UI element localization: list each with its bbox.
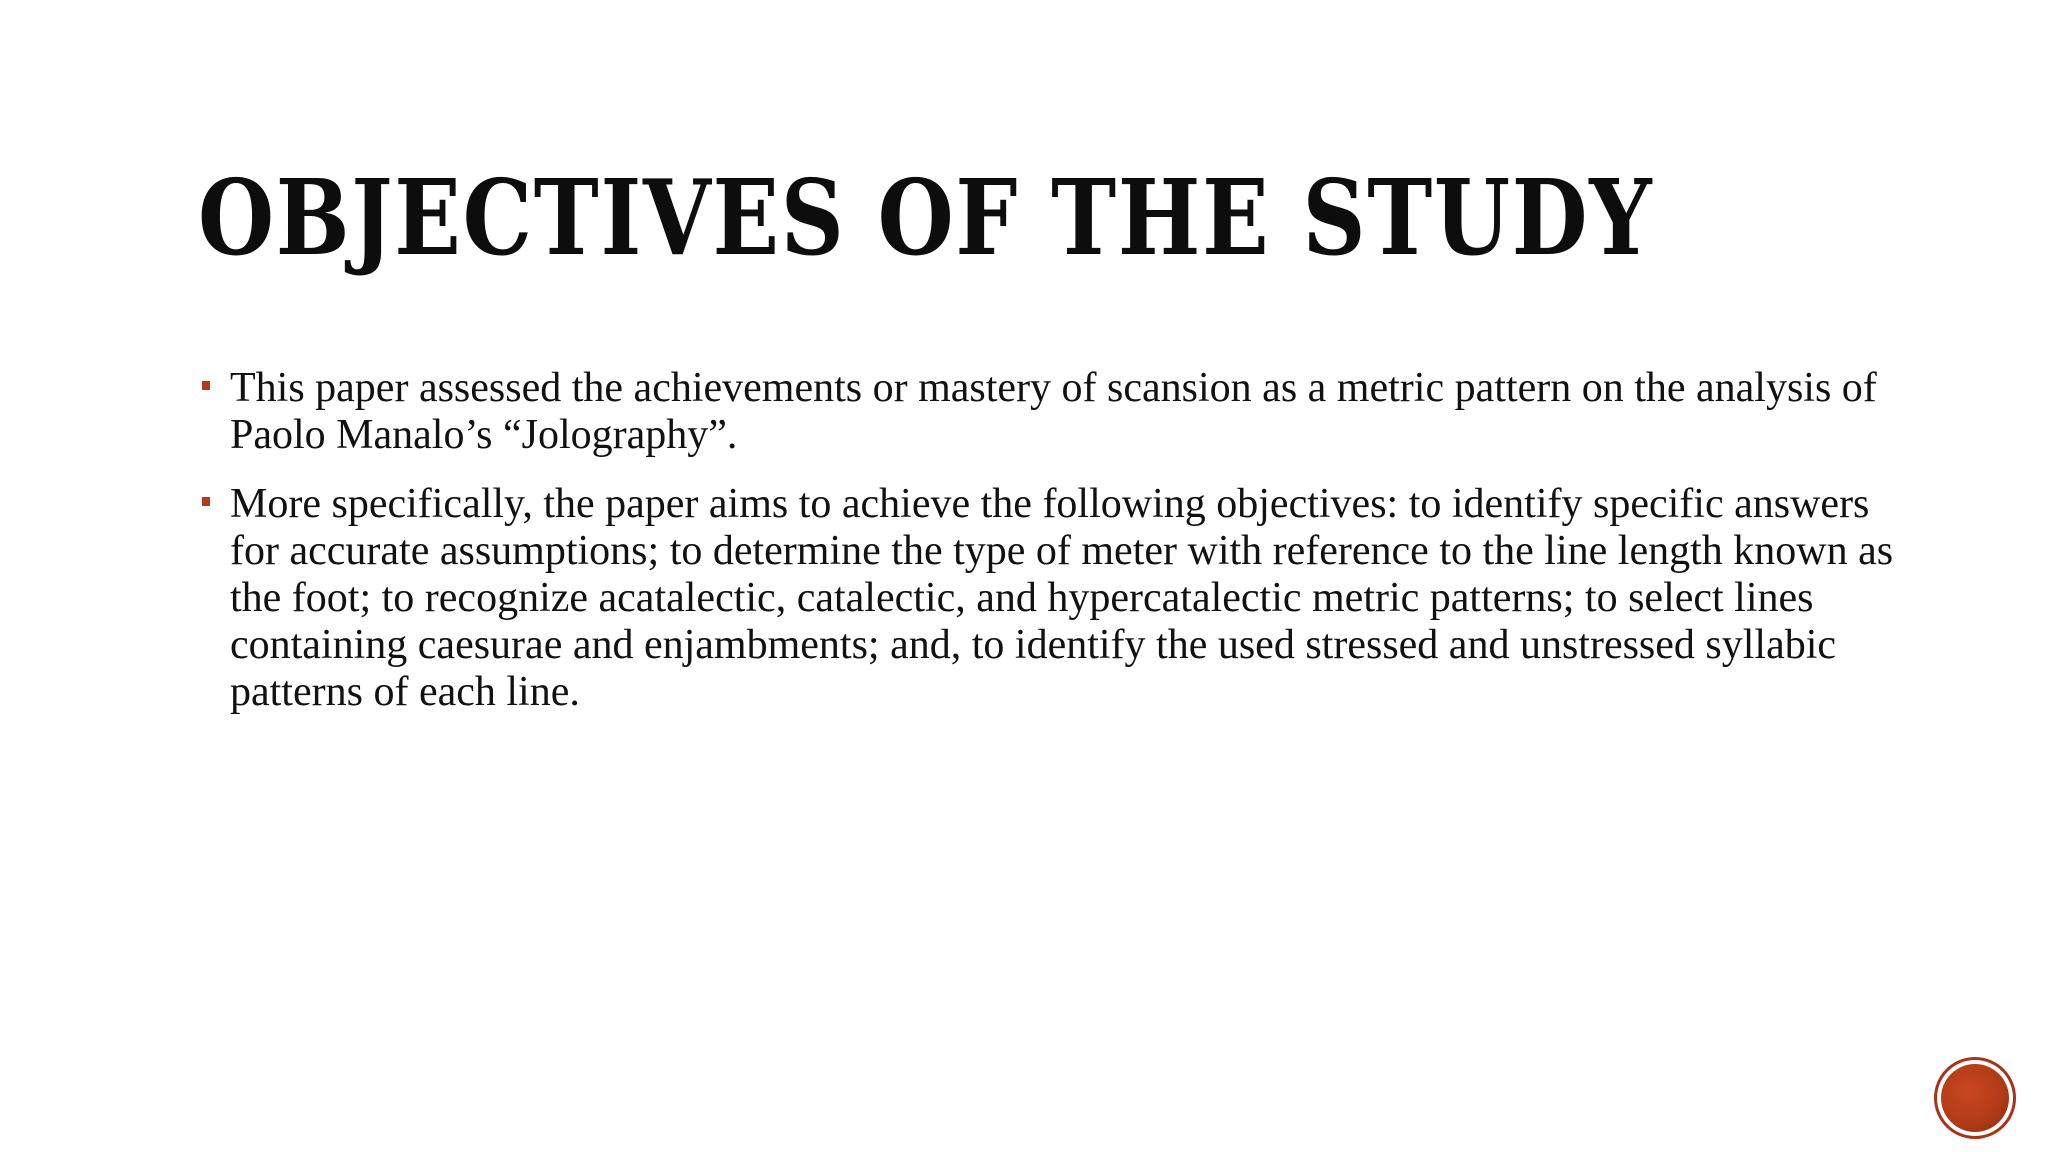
decorative-circle-icon bbox=[1937, 1060, 2013, 1136]
square-bullet-icon bbox=[202, 381, 210, 390]
bullet-item bbox=[200, 481, 1900, 716]
bullet-text: This paper assessed the achievements or mastery of scansion as a metric pattern on the analysis of Paolo Manalo’s “Jolography”. bbox=[230, 365, 1877, 458]
bullet-text: More specifically, the paper aims to achieve the following objectives: to identify specific answers for accurate assumptions; to determine the type of meter with reference to the line length known as the foot; to recognize acatalectic, catalectic, and hypercatalectic metric patterns; to select lines containing caesurae and enjambments; and, to identify the used stressed and unstressed syllabic patterns of each line. bbox=[230, 481, 1894, 715]
bullet-item bbox=[200, 365, 1900, 459]
bullet-list bbox=[200, 365, 1900, 738]
decorative-circle-fill bbox=[1941, 1064, 2009, 1132]
square-bullet-icon bbox=[202, 497, 210, 506]
slide-title: OBJECTIVES OF THE STUDY bbox=[198, 156, 1654, 279]
